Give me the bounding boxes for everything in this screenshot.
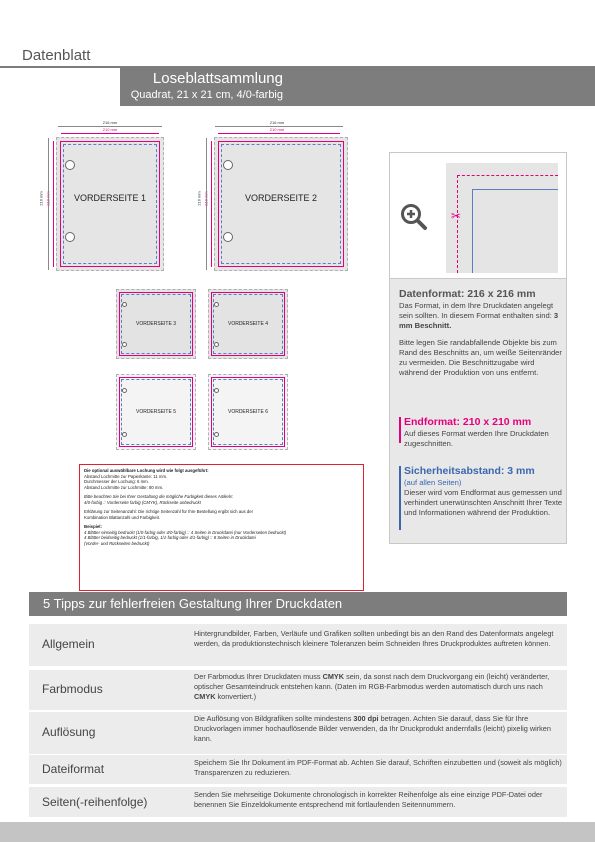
sheet-label: VORDERSEITE 5 bbox=[135, 409, 176, 415]
sheet-vorderseite-6 bbox=[208, 374, 288, 450]
tip-name: Allgemein bbox=[42, 637, 95, 651]
sheet-outer-dim: 216 mm bbox=[269, 120, 285, 125]
note-line: Erklärung zur Seitenanzahl: Die richtige Seitenzahl für Ihre Bestellung ergibt sich aus der bbox=[84, 509, 254, 514]
tip-row-aufloesung bbox=[29, 712, 567, 754]
format-zoom-illustration bbox=[390, 153, 566, 279]
note-line: 4 Blätter einseitig bedruckt (1/0-farbig oder 4/0-farbig) :: 4 Seiten in Druckdatei (nur Vorderseiten bedruckt) bbox=[84, 529, 287, 535]
tip-row-dateiformat bbox=[29, 755, 567, 784]
tip-text bbox=[194, 790, 564, 810]
tip-text bbox=[194, 758, 564, 778]
note-line: Die optional auswählbare Lochung wird wie folgt ausgeführt: bbox=[84, 468, 209, 473]
tip-text bbox=[194, 629, 564, 649]
tip-row-allgemein bbox=[29, 624, 567, 666]
datenformat-text-part: Das Format, in dem Ihre Druckdaten angelegt sein sollten. In diesem Format enthalten sind: bbox=[399, 301, 554, 320]
sheet-inner-dim: 210 mm bbox=[269, 127, 285, 132]
punch-hole bbox=[214, 302, 219, 307]
tip-name: Farbmodus bbox=[42, 682, 103, 696]
datenformat-title: Datenformat: 216 x 216 mm bbox=[399, 288, 536, 300]
tips-title: 5 Tipps zur fehlerfreien Gestaltung Ihrer Druckdaten bbox=[43, 596, 343, 611]
datenblatt-label: Datenblatt bbox=[22, 47, 91, 64]
tip-text-part: konvertiert.) bbox=[215, 692, 257, 701]
safe-line bbox=[221, 144, 341, 264]
datenformat-text bbox=[399, 301, 565, 331]
sheet-vorderseite-4 bbox=[208, 289, 288, 359]
datenformat-text-bold: 3 mm Beschnitt. bbox=[399, 311, 559, 330]
note-line: Abstand Lochmitte zur Papierkante: 11 mm. bbox=[84, 473, 168, 479]
sicherheit-text: Dieser wird vom Endformat aus gemessen und verhindert unerwünschten Anschnitt Ihrer Texte und Informationen während der Produktion. bbox=[404, 488, 563, 517]
sheet-label: VORDERSEITE 2 bbox=[244, 193, 318, 203]
punch-hole bbox=[214, 388, 219, 393]
sicherheit-sub: (auf allen Seiten) bbox=[404, 478, 462, 487]
note-line: Bitte beachten Sie bei Ihrer Gestaltung die mögliche Farbigkeit dieses Artikels: bbox=[84, 494, 234, 499]
sheet-inner-dimline bbox=[61, 133, 159, 134]
punch-hole bbox=[65, 232, 75, 242]
tip-text-part: Senden Sie mehrseitige Dokumente chronologisch in korrekter Reihenfolge als eine einzige PDF-Datei oder benennen Sie Einzeldokumente entsprechend mit fortlaufenden Seitennummern. bbox=[194, 790, 543, 809]
sheet-inner-vdim: 210 mm bbox=[45, 191, 51, 206]
punch-hole bbox=[122, 388, 127, 393]
tip-text-part: Der Farbmodus Ihrer Druckdaten muss bbox=[194, 672, 323, 681]
sheet-label: VORDERSEITE 3 bbox=[135, 321, 176, 327]
sheet-label: VORDERSEITE 6 bbox=[227, 409, 268, 415]
datenformat-block bbox=[399, 288, 565, 378]
tip-text-bold: CMYK bbox=[194, 692, 216, 701]
note-line: 4/0-farbig :: Vorderseite farbig (CMYK), Rückseite unbedruckt bbox=[84, 499, 201, 505]
sicherheit-title: Sicherheitsabstand: 3 mm bbox=[404, 465, 535, 477]
trim-line bbox=[457, 175, 558, 176]
punch-hole bbox=[223, 232, 233, 242]
note-line: Abstand Lochmitte zur Lochmitte: 80 mm. bbox=[84, 484, 164, 490]
note-line: 4 Blätter beidseitig bedruckt (1/1-farbig, 1/1-farbig oder 4/1-farbig) :: 8 Seiten in Druckdatei bbox=[84, 535, 256, 540]
tip-name: Dateiformat bbox=[42, 762, 105, 776]
zoom-in-icon bbox=[400, 203, 428, 231]
note-line: Beispiel: bbox=[84, 524, 102, 529]
tip-text bbox=[194, 672, 564, 702]
scissors-icon: ✂ bbox=[451, 209, 462, 223]
product-subtitle: Quadrat, 21 x 21 cm, 4/0-farbig bbox=[130, 89, 283, 101]
endformat-text: Auf dieses Format werden Ihre Druckdaten zugeschnitten. bbox=[404, 429, 549, 448]
note-line: (Vorder- und Rückseiten bedruckt) bbox=[84, 540, 150, 546]
trim-line bbox=[457, 175, 458, 273]
sheet-inner-vline bbox=[53, 141, 54, 267]
sicherheit-block bbox=[404, 465, 564, 518]
sheet-inner-vline bbox=[211, 141, 212, 267]
tip-row-seitenreihenfolge bbox=[29, 787, 567, 817]
footer-bar bbox=[0, 822, 595, 842]
sheet-paper bbox=[214, 137, 348, 271]
sheet-outer-vdim: 216 mm bbox=[38, 191, 44, 206]
sheet-inner-dim: 210 mm bbox=[102, 127, 118, 132]
endformat-block bbox=[404, 416, 564, 449]
tip-text-bold: CMYK bbox=[322, 672, 345, 681]
sheet-vorderseite-3 bbox=[116, 289, 196, 359]
note-line: Durchmesser der Lochung: 6 mm. bbox=[84, 479, 149, 484]
punch-hole bbox=[65, 160, 75, 170]
tip-text-part: betragen. Achten Sie darauf, dass Sie für Ihre Druckvorlagen immer hochauflösende Bilder verwenden, da Ihr Druckprodukt andernfalls (leicht) pixelig wirken kann. bbox=[194, 714, 551, 743]
tip-text-part: Hintergrundbilder, Farben, Verläufe und Grafiken sollten unbedingt bis an den Rand des Datenformats angelegt werden, da produktionstechnisch kleinere Toleranzen beim Schneiden Ihres Druckproduktes auftreten können. bbox=[194, 629, 554, 648]
sicherheit-rule bbox=[399, 466, 401, 530]
product-title: Loseblattsammlung bbox=[152, 70, 283, 87]
tip-text-part: Die Auflösung von Bildgrafiken sollte mindestens bbox=[194, 714, 354, 723]
datenformat-note: Bitte legen Sie randabfallende Objekte bis zum Rand des Beschnitts an, um weiße Seitenränder zu vermeiden. Die Beschnittzugabe wird während der Produktion von uns entfernt. bbox=[399, 338, 562, 377]
sheet-vorderseite-5 bbox=[116, 374, 196, 450]
hint-box bbox=[79, 464, 364, 591]
tip-name: Auflösung bbox=[42, 725, 96, 739]
sheet-outer-vdim: 216 mm bbox=[196, 191, 202, 206]
punch-hole bbox=[122, 432, 127, 437]
tip-text-part: Speichern Sie Ihr Dokument im PDF-Format ab. Achten Sie darauf, Schriften einzubetten und (soweit als möglich) Transparenzen zu reduzieren. bbox=[194, 758, 562, 777]
sheet-paper bbox=[56, 137, 164, 271]
tip-text-part: sein, da sonst nach dem Druckvorgang ein (leicht) veränderter, optischer Gesamteindruck entstehen kann. (Daten im RGB-Farbmodus werden automatisch durch uns nach bbox=[194, 672, 550, 691]
top-strip bbox=[0, 0, 595, 46]
endformat-title: Endformat: 210 x 210 mm bbox=[404, 416, 532, 428]
punch-hole bbox=[214, 342, 219, 347]
punch-hole bbox=[214, 432, 219, 437]
format-info-box bbox=[389, 152, 567, 544]
sheet-inner-dimline bbox=[218, 133, 340, 134]
endformat-rule bbox=[399, 417, 401, 443]
sheet-label: VORDERSEITE 1 bbox=[73, 193, 147, 203]
safe-line bbox=[63, 144, 157, 264]
note-line: Kombination Blattanzahl und Farbigkeit. bbox=[84, 514, 160, 520]
tip-text bbox=[194, 714, 564, 744]
tip-row-farbmodus bbox=[29, 670, 567, 710]
sheet-outer-dim: 216 mm bbox=[102, 120, 118, 125]
safe-line bbox=[472, 189, 558, 190]
punch-hole bbox=[223, 160, 233, 170]
sheet-inner-vdim: 210 mm bbox=[203, 191, 209, 206]
tip-name: Seiten(-reihenfolge) bbox=[42, 795, 148, 809]
sheet-label: VORDERSEITE 4 bbox=[227, 321, 268, 327]
safe-line bbox=[472, 189, 473, 273]
header-band-line bbox=[0, 66, 120, 68]
punch-hole bbox=[122, 302, 127, 307]
paper-corner bbox=[446, 163, 558, 273]
punch-hole bbox=[122, 342, 127, 347]
tip-text-bold: 300 dpi bbox=[353, 714, 379, 723]
